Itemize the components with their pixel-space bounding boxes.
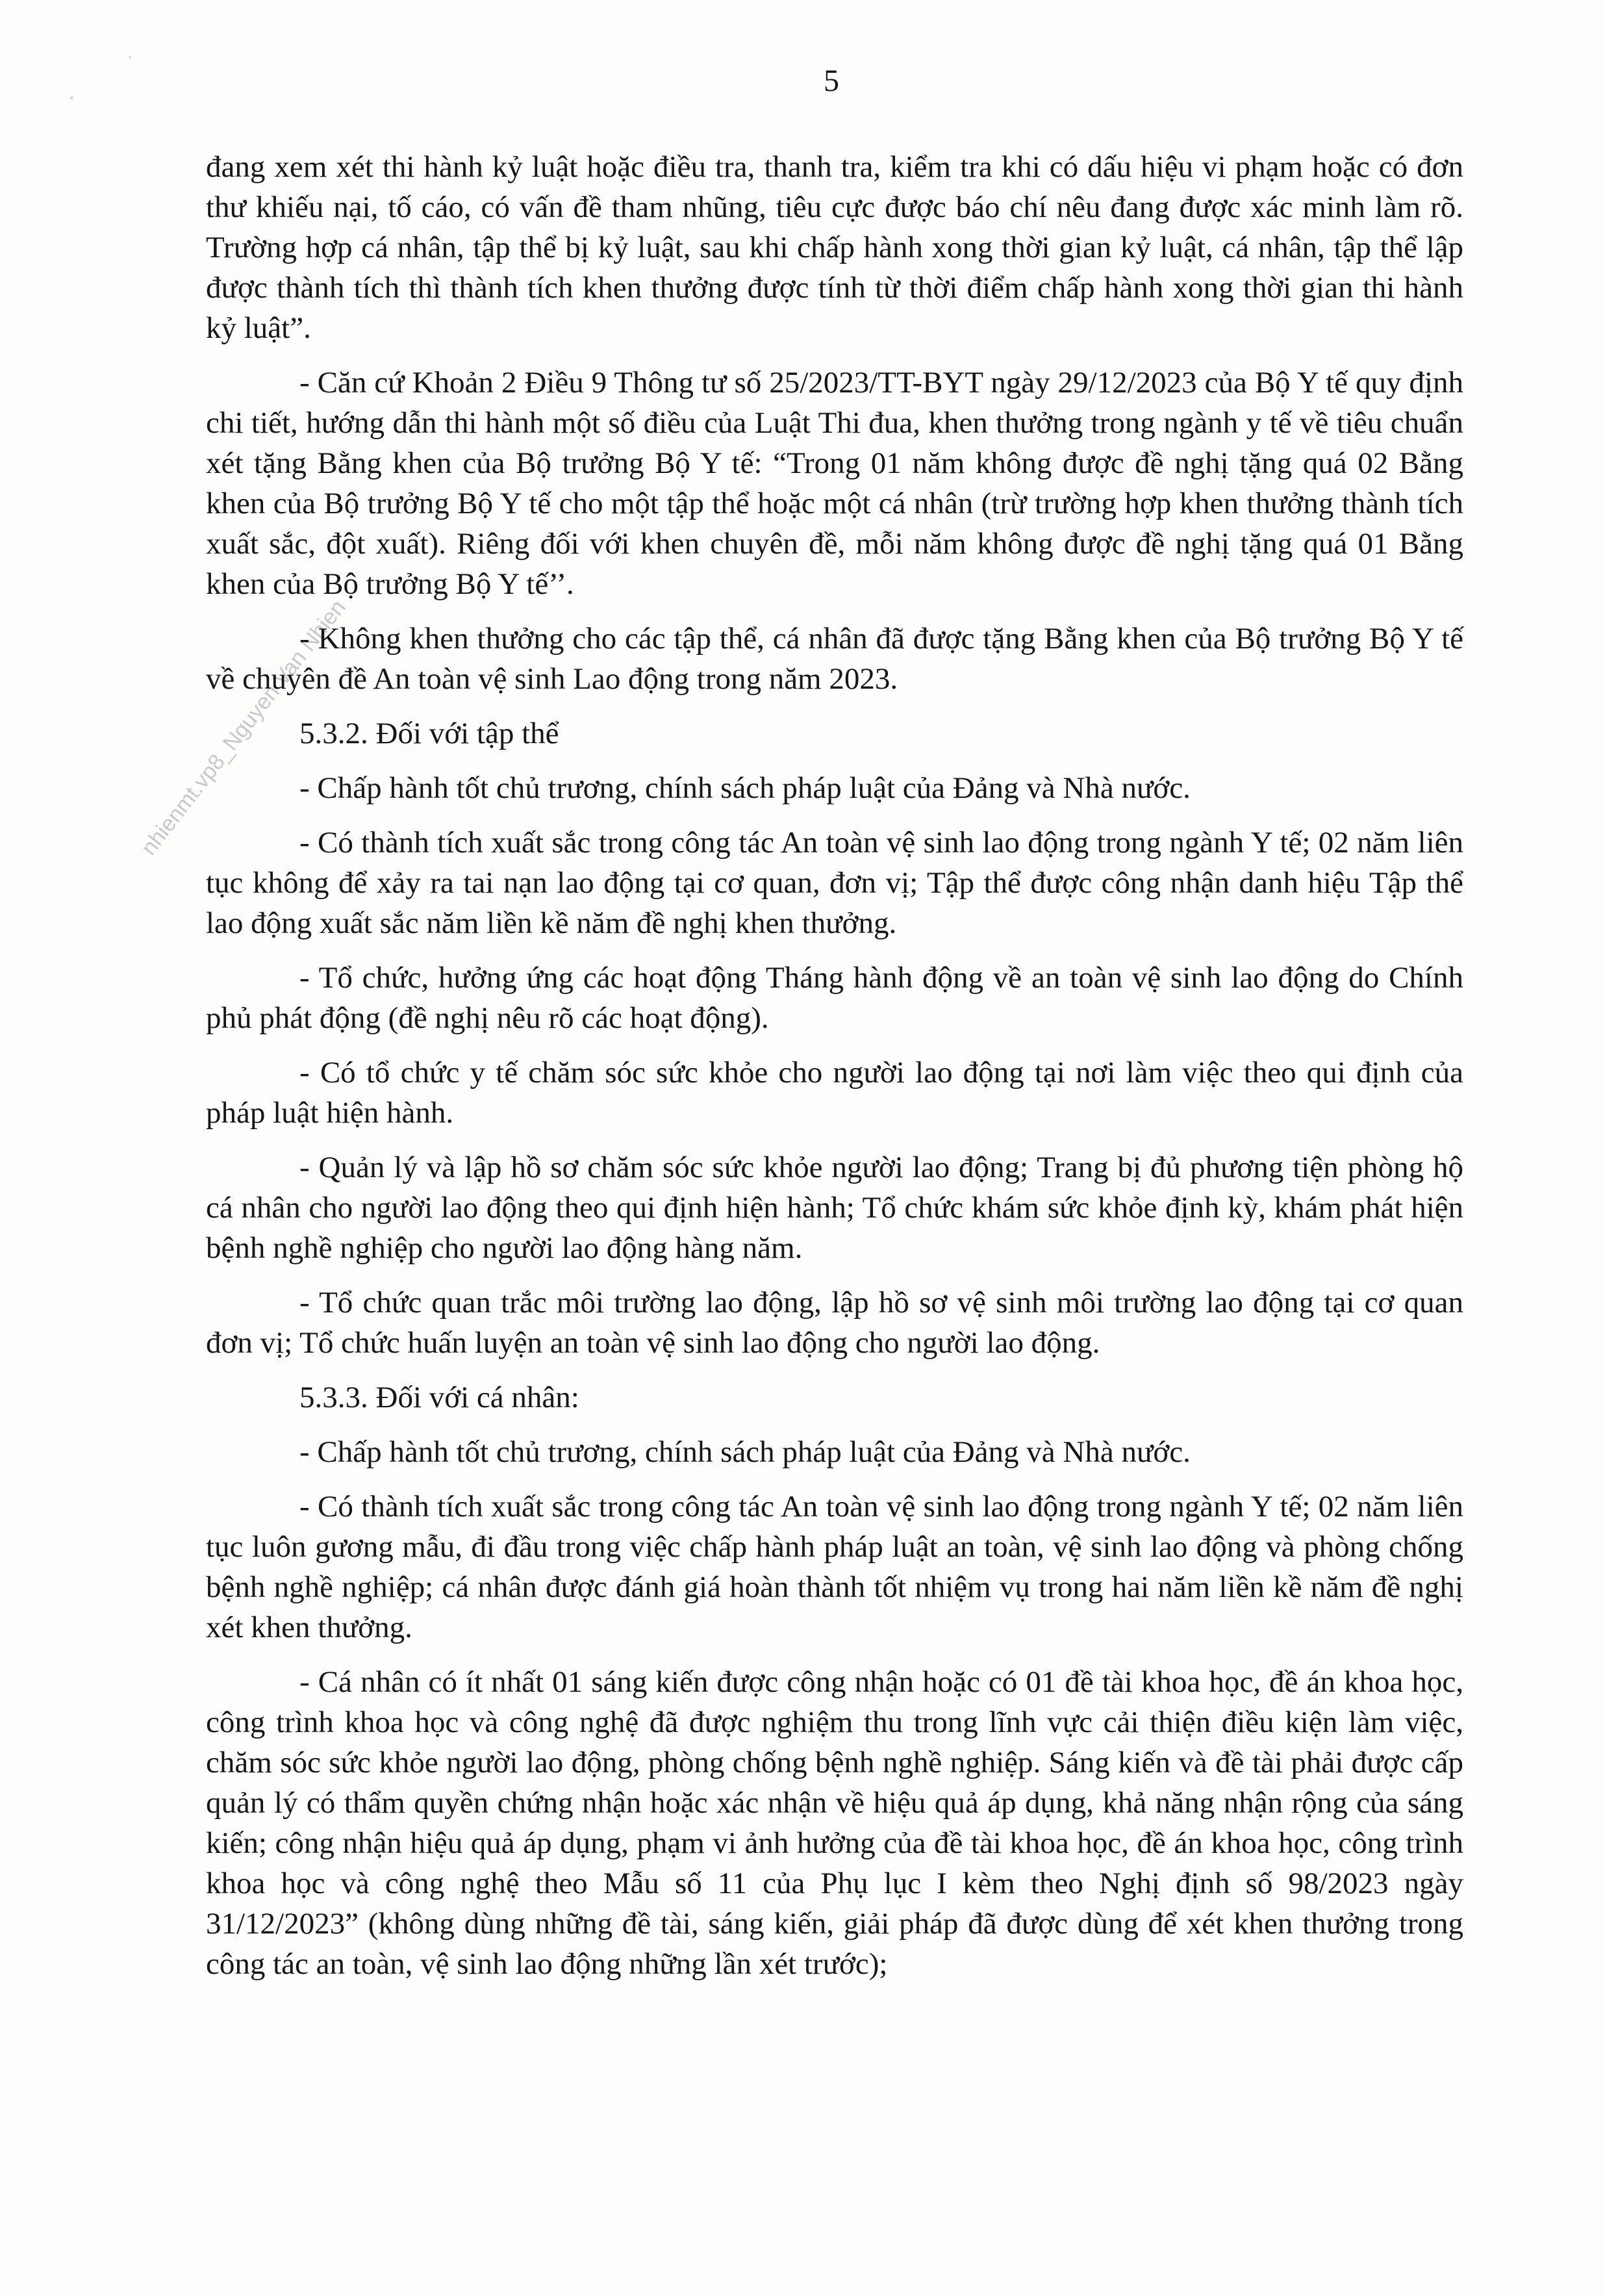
paragraph: - Tổ chức quan trắc môi trường lao động, lập hồ sơ vệ sinh môi trường lao động tại cơ quan đơn vị; Tổ chức huấn luyện an toàn vệ sinh lao động cho người lao động.	[206, 1286, 1463, 1360]
digital-signature-watermark: nhienmt.vp8_Nguyen Van Nhien	[136, 595, 351, 860]
paragraph: - Không khen thưởng cho các tập thể, cá nhân đã được tặng Bằng khen của Bộ trưởng Bộ Y tế về chuyên đề An toàn vệ sinh Lao động trong năm 2023.	[206, 622, 1463, 696]
paragraph: - Có thành tích xuất sắc trong công tác An toàn vệ sinh lao động trong ngành Y tế; 02 năm liên tục luôn gương mẫu, đi đầu trong việc chấp hành pháp luật an toàn, vệ sinh lao động và phòng chống bệnh nghề nghiệp; cá nhân được đánh giá hoàn thành tốt nhiệm vụ trong hai năm liền kề năm đề nghị xét khen thưởng.	[206, 1490, 1463, 1644]
section-heading: 5.3.3. Đối với cá nhân:	[299, 1381, 579, 1414]
paragraph: - Quản lý và lập hồ sơ chăm sóc sức khỏe người lao động; Trang bị đủ phương tiện phòng hộ cá nhân cho người lao động theo qui định hiện hành; Tổ chức khám sức khỏe định kỳ, khám phát hiện bệnh nghề nghiệp cho người lao động hàng năm.	[206, 1151, 1463, 1265]
paragraph: - Chấp hành tốt chủ trương, chính sách pháp luật của Đảng và Nhà nước.	[299, 771, 1191, 805]
paragraph: - Căn cứ Khoản 2 Điều 9 Thông tư số 25/2023/TT-BYT ngày 29/12/2023 của Bộ Y tế quy định chi tiết, hướng dẫn thi hành một số điều của Luật Thi đua, khen thưởng trong ngành y tế về tiêu chuẩn xét tặng Bằng khen của Bộ trưởng Bộ Y tế: “Trong 01 năm không được đề nghị tặng quá 02 Bằng khen của Bộ trưởng Bộ Y tế cho một tập thể hoặc một cá nhân (trừ trường hợp khen thưởng thành tích xuất sắc, đột xuất). Riêng đối với khen chuyên đề, mỗi năm không được đề nghị tặng quá 01 Bằng khen của Bộ trưởng Bộ Y tế’’.	[206, 366, 1463, 601]
paragraph: đang xem xét thi hành kỷ luật hoặc điều tra, thanh tra, kiểm tra khi có dấu hiệu vi phạm hoặc có đơn thư khiếu nại, tố cáo, có vấn đề tham nhũng, tiêu cực được báo chí nêu đang được xác minh làm rõ. Trường hợp cá nhân, tập thể bị kỷ luật, sau khi chấp hành xong thời gian kỷ luật, cá nhân, tập thể lập được thành tích thì thành tích khen thưởng được tính từ thời điểm chấp hành xong thời gian thi hành kỷ luật”.	[206, 150, 1463, 345]
page-number: 5	[824, 64, 839, 98]
paragraph: - Cá nhân có ít nhất 01 sáng kiến được công nhận hoặc có 01 đề tài khoa học, đề án khoa học, công trình khoa học và công nghệ đã được nghiệm thu trong lĩnh vực cải thiện điều kiện làm việc, chăm sóc sức khỏe người lao động, phòng chống bệnh nghề nghiệp. Sáng kiến và đề tài phải được cấp quản lý có thẩm quyền chứng nhận hoặc xác nhận về hiệu quả áp dụng, khả năng nhận rộng của sáng kiến; công nhận hiệu quả áp dụng, phạm vi ảnh hưởng của đề tài khoa học, đề án khoa học, công trình khoa học và công nghệ theo Mẫu số 11 của Phụ lục I kèm theo Nghị định số 98/2023 ngày 31/12/2023” (không dùng những đề tài, sáng kiến, giải pháp đã được dùng để xét khen thưởng trong công tác an toàn, vệ sinh lao động những lần xét trước);	[206, 1665, 1463, 1981]
scan-speck	[129, 56, 131, 58]
paragraph: - Có tổ chức y tế chăm sóc sức khỏe cho người lao động tại nơi làm việc theo qui định của pháp luật hiện hành.	[206, 1056, 1463, 1130]
paragraph: - Tổ chức, hưởng ứng các hoạt động Tháng hành động về an toàn vệ sinh lao động do Chính phủ phát động (đề nghị nêu rõ các hoạt động).	[206, 961, 1463, 1035]
document-body	[206, 147, 1463, 1998]
paragraph: - Chấp hành tốt chủ trương, chính sách pháp luật của Đảng và Nhà nước.	[299, 1435, 1191, 1469]
paragraph: - Có thành tích xuất sắc trong công tác An toàn vệ sinh lao động trong ngành Y tế; 02 năm liên tục không để xảy ra tai nạn lao động tại cơ quan, đơn vị; Tập thể được công nhận danh hiệu Tập thể lao động xuất sắc năm liền kề năm đề nghị khen thưởng.	[206, 826, 1463, 940]
section-heading: 5.3.2. Đối với tập thể	[299, 717, 559, 750]
